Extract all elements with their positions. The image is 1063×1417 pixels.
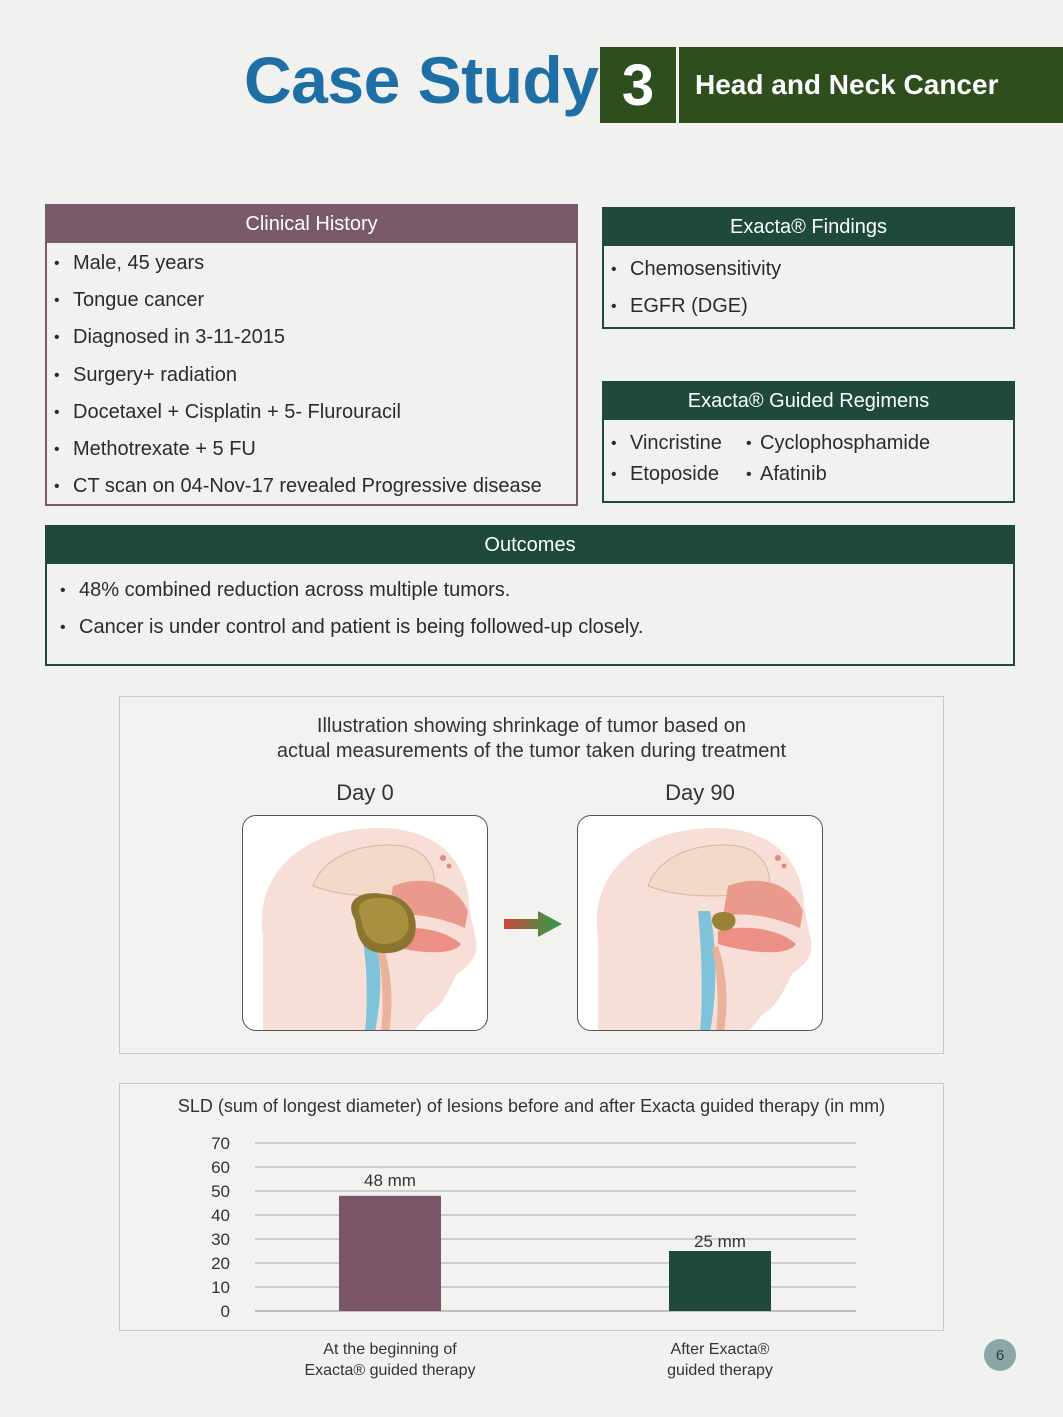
illustration-caption-line1: Illustration showing shrinkage of tumor based on xyxy=(316,715,747,737)
findings-title: Exacta® Findings xyxy=(604,209,1013,246)
regimen-item: • Afatinib xyxy=(746,459,930,490)
outcomes-panel xyxy=(45,525,1015,666)
outcomes-list xyxy=(47,564,1013,646)
illustration-caption-line2: actual measurements of the tumor taken during treatment xyxy=(276,740,787,762)
findings-panel xyxy=(602,207,1015,329)
regimens-right-list xyxy=(746,428,930,490)
day90-anatomy-image xyxy=(577,815,823,1031)
regimen-item: • Etoposide xyxy=(604,459,746,490)
day0-anatomy-image xyxy=(242,815,488,1031)
clinical-history-item: • Male, 45 years xyxy=(47,245,576,282)
clinical-history-item: • CT scan on 04-Nov-17 revealed Progressive disease xyxy=(47,468,576,505)
page-number: 6 xyxy=(984,1339,1016,1371)
case-number-badge: 3 xyxy=(600,47,676,123)
x-category-label-before-line1: At the beginning of xyxy=(323,1341,457,1358)
y-tick-label: 30 xyxy=(211,1230,230,1249)
x-category-label-before-line2: Exacta® guided therapy xyxy=(304,1362,476,1379)
y-tick-label: 20 xyxy=(211,1254,230,1273)
clinical-history-title: Clinical History xyxy=(47,206,576,243)
illustration-panel xyxy=(119,696,944,1054)
finding-item: • EGFR (DGE) xyxy=(604,288,1013,325)
illustration-caption xyxy=(120,714,943,764)
case-topic-banner: Head and Neck Cancer xyxy=(679,47,1063,123)
clinical-history-item: • Diagnosed in 3-11-2015 xyxy=(47,319,576,356)
y-tick-label: 40 xyxy=(211,1206,230,1225)
y-tick-label: 70 xyxy=(211,1134,230,1153)
y-tick-label: 0 xyxy=(220,1302,230,1321)
y-tick-label: 50 xyxy=(211,1182,230,1201)
regimens-left-list xyxy=(604,428,746,490)
bar-0 xyxy=(339,1196,441,1311)
regimen-item: • Vincristine xyxy=(604,428,746,459)
sld-chart-panel xyxy=(119,1083,944,1331)
day0-label: Day 0 xyxy=(336,780,394,805)
arrow-right-icon xyxy=(502,909,564,939)
x-category-label-after-line2: guided therapy xyxy=(667,1362,773,1379)
y-tick-label: 60 xyxy=(211,1158,230,1177)
day90-label: Day 90 xyxy=(665,780,735,805)
clinical-history-item: • Methotrexate + 5 FU xyxy=(47,431,576,468)
outcome-item: • Cancer is under control and patient is being followed-up closely. xyxy=(53,609,1013,646)
regimens-title: Exacta® Guided Regimens xyxy=(604,383,1013,420)
x-category-label-after-line1: After Exacta® xyxy=(670,1341,770,1358)
x-category-label-after xyxy=(600,1339,840,1381)
clinical-history-item: • Docetaxel + Cisplatin + 5- Flurouracil xyxy=(47,394,576,431)
y-tick-label: 10 xyxy=(211,1278,230,1297)
findings-list xyxy=(604,246,1013,325)
outcomes-title: Outcomes xyxy=(47,527,1013,564)
bar-1 xyxy=(669,1251,771,1311)
sld-bar-chart xyxy=(120,1084,942,1324)
page-title: Case Study xyxy=(244,43,599,117)
x-category-label-before xyxy=(270,1339,510,1381)
clinical-history-list xyxy=(47,243,576,505)
chart-title: SLD (sum of longest diameter) of lesions before and after Exacta guided therapy (in mm) xyxy=(177,1096,886,1116)
regimens-panel xyxy=(602,381,1015,503)
clinical-history-panel xyxy=(45,204,578,506)
finding-item: • Chemosensitivity xyxy=(604,251,1013,288)
clinical-history-item: • Surgery+ radiation xyxy=(47,357,576,394)
regimen-item: • Cyclophosphamide xyxy=(746,428,930,459)
bar-data-label: 25 mm xyxy=(694,1232,746,1251)
clinical-history-item: • Tongue cancer xyxy=(47,282,576,319)
outcome-item: • 48% combined reduction across multiple tumors. xyxy=(53,572,1013,609)
bar-data-label: 48 mm xyxy=(364,1170,416,1190)
